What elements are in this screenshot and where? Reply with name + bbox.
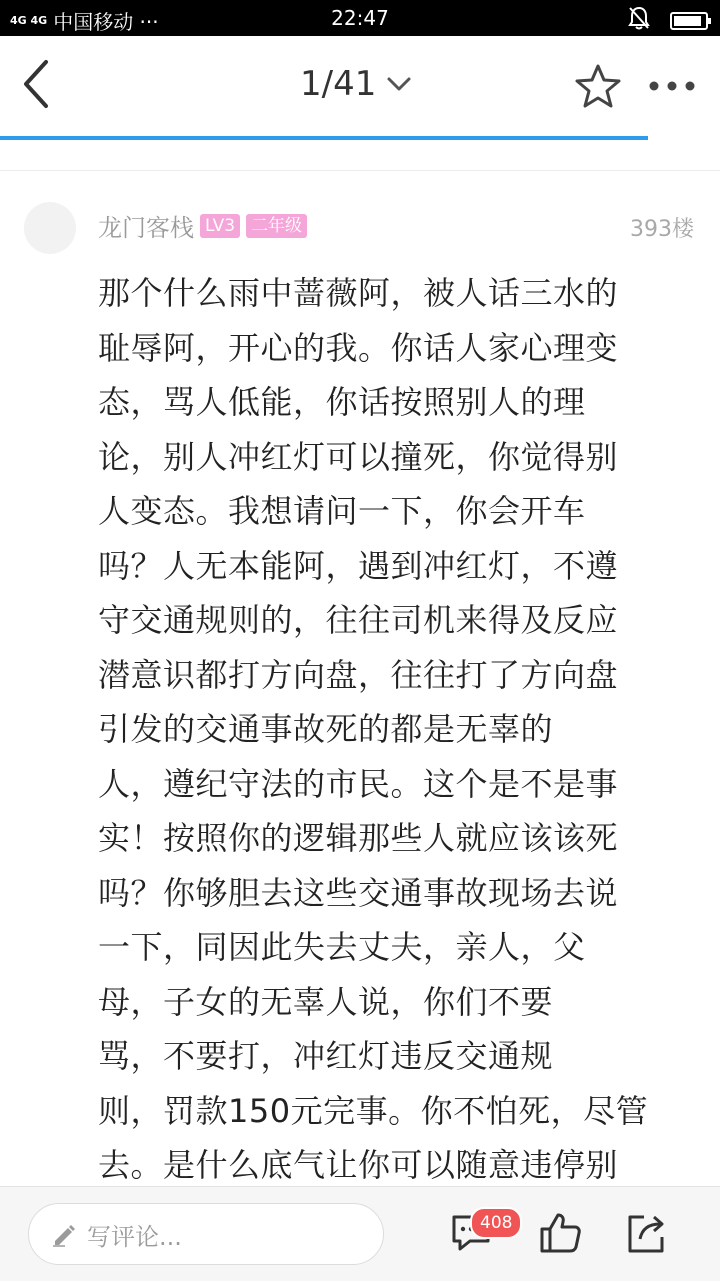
post-text-line: 态，骂人低能，你话按照别人的理 [98, 383, 586, 421]
post-text-line: 吗？你够胆去这些交通事故现场去说 [98, 873, 619, 912]
post-text-line: 论，别人冲红灯可以撞死，你觉得别 [98, 437, 619, 476]
post-text-line: 潜意识都打方向盘，往往打了方向盘 [98, 655, 619, 694]
post-text-line: 人变态。我想请问一下，你会开车 [98, 492, 586, 530]
star-icon [574, 62, 622, 110]
post-text-line: 吗？人无本能阿，遇到冲红灯，不遵 [98, 546, 619, 585]
level-badge: LV3 [200, 214, 240, 238]
post-text-line: 母，子女的无辜人说，你们不要 [98, 982, 554, 1021]
reading-progress-bar [0, 136, 648, 140]
comment-count-badge: 408 [470, 1207, 522, 1239]
favorite-button[interactable] [574, 62, 622, 110]
carrier-name: 中国移动 ··· [53, 10, 159, 34]
battery-icon [670, 12, 708, 30]
post-text-line: 则，罚款150元完事。你不怕死，尽管 [98, 1091, 649, 1130]
page-number: 1/41 [300, 64, 377, 104]
more-options-button[interactable] [646, 66, 698, 106]
divider [0, 170, 720, 171]
page-selector[interactable] [300, 64, 412, 104]
network-indicator: 4G 4G [10, 13, 48, 27]
post-text-line: 实！按照你的逻辑那些人就应该该死 [98, 819, 619, 857]
bottom-action-bar [0, 1186, 720, 1281]
post-text-line: 守交通规则的，往往司机来得及反应 [98, 601, 619, 639]
post-text-line: 骂，不要打，冲红灯违反交通规 [98, 1037, 554, 1075]
share-icon [622, 1209, 670, 1257]
top-nav-bar [0, 36, 720, 142]
author-name[interactable]: 龙门客栈 [98, 214, 194, 242]
clock: 22:47 [331, 6, 389, 30]
comment-placeholder: 写评论... [87, 1222, 182, 1251]
pencil-icon [51, 1221, 77, 1247]
battery-fill [674, 16, 701, 26]
more-dots-icon [646, 66, 698, 106]
avatar[interactable] [24, 202, 76, 254]
chevron-down-icon [386, 75, 412, 93]
post-text-line: 引发的交通事故死的都是无辜的 [98, 710, 554, 748]
status-right [628, 6, 708, 35]
post-text-line: 人，遵纪守法的市民。这个是不是事 [98, 764, 619, 803]
mute-bell-icon [628, 6, 650, 35]
back-button[interactable] [18, 56, 58, 112]
author-info [98, 208, 307, 243]
post-text-line: 耻辱阿，开心的我。你话人家心理变 [98, 328, 619, 367]
post-content [98, 266, 684, 1193]
comment-input[interactable] [28, 1203, 384, 1265]
like-button[interactable] [536, 1209, 584, 1257]
post-text-line: 去。是什么底气让你可以随意违停别 [98, 1146, 619, 1184]
chevron-left-icon [18, 56, 58, 112]
thumbs-up-icon [536, 1209, 584, 1257]
grade-badge: 二年级 [246, 214, 307, 238]
share-button[interactable] [622, 1209, 670, 1257]
post-header [0, 196, 720, 256]
post-text-line: 一下，同因此失去丈夫，亲人，父 [98, 928, 586, 966]
status-bar [0, 0, 720, 36]
post-text-line: 那个什么雨中蔷薇阿，被人话三水的 [98, 274, 619, 312]
floor-number: 393楼 [630, 217, 694, 242]
